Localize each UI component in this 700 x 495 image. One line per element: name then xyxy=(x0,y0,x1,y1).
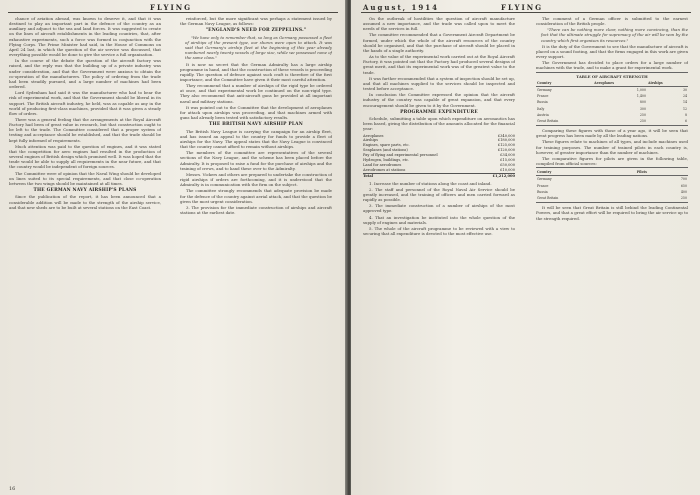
paragraph: It was pointed out to the Committee that the development of aeroplanes for attack upon airships was proceeding, and that machines armed with guns had already been tested with satisfactory results. xyxy=(180,104,332,121)
running-head: FLYING xyxy=(150,3,193,12)
paragraph: It is now no secret that the German Admiralty has a large airship programme in hand, and that the construction of these vessels is proceeding rapidly. The question of defence against such craft is therefore of the first importance, and the Committee have given it their most careful attention. xyxy=(180,61,332,82)
date-head: August, 1914 xyxy=(363,3,440,12)
table-cell: £15,000 xyxy=(500,158,515,163)
table-cell: Pay of flying and experimental personnel xyxy=(363,153,438,158)
paragraph: Lord Sydenham had said it was the manufacturer who had to bear the risk of experimental work, and that the Government should be liberal in its support. The British aircraft industry, he held, was as capable as any in the world of producing first-class machines, provided that it was given a steady flow of orders. xyxy=(9,90,161,116)
strength-table xyxy=(536,80,688,124)
table-cell: Total xyxy=(363,173,480,178)
table-cell: Airships xyxy=(363,138,378,143)
table-cell: £180,000 xyxy=(497,138,515,143)
paragraph: The committee strongly recommends that adequate provision be made for the defence of the country against aerial attack, and that the question be given the most urgent consideration. xyxy=(180,188,332,204)
paragraph: Comparing these figures with those of a year ago, it will be seen that great progress has been made by all the leading nations. xyxy=(536,128,688,139)
table-cell: Seaplanes (and stations) xyxy=(363,148,408,153)
paragraph: The Government has decided to place orders for a large number of machines with the trade, and to make a grant for experimental work. xyxy=(536,60,688,71)
table-total-row xyxy=(363,173,515,178)
expenditure-table xyxy=(363,134,515,179)
paragraph: 3. The provision for the immediate construction of airships and aircraft stations at the earliest date. xyxy=(180,204,332,215)
right-column-1 xyxy=(363,16,515,476)
table-cell: Aerodromes at stations xyxy=(363,167,406,172)
table-row xyxy=(536,86,688,93)
table-cell: £1,212,000 xyxy=(480,173,515,178)
table-cell: 250 xyxy=(680,196,687,201)
paragraph: reinforced, but the more significant was perhaps a statement issued by the German Navy League, as follows: xyxy=(180,16,332,27)
left-column-2 xyxy=(180,16,332,476)
table-header-row xyxy=(536,80,688,87)
column-header: Country xyxy=(536,80,593,87)
table-cell: 24 xyxy=(682,94,687,99)
paragraph: 3. The immediate construction of a number of airships of the most approved type. xyxy=(363,203,515,214)
paragraph: It will be seen that Great Britain is still behind the leading Continental Powers, and that a great effort will be required to bring the air service up to the strength required. xyxy=(536,205,688,221)
left-column-1 xyxy=(9,16,161,476)
paragraph: Since the publication of the report, it has been announced that a considerable addition will be made to the strength of the airship service, and that new sheds are to be built at several stations on the East Coast. xyxy=(9,194,161,210)
paragraph: As to the value of the experimental work carried out at the Royal Aircraft Factory, it was pointed out that the Factory had produced several designs of great merit, and that its experimental work was of the greatest value to the trade. xyxy=(363,54,515,75)
table-cell: Italy xyxy=(537,106,545,111)
table-cell: 6 xyxy=(684,118,687,123)
quotation: "We have only to remember that, so long as Germany possessed a fleet of airships of the present type, our shores were open to attack. It was said that Germany's airship fleet at the beginning of this year already numbered nearly twenty vessels of large size, while we possessed none of the same class." xyxy=(185,34,332,61)
paragraph: chance of aviation abroad, was known to deserve it, and that it was destined to play an important part in the defence of the country as an auxiliary and adjunct to the sea and land forces. It was suggested to create on the lines of aircraft establishments in the leading countries, that, after exhaustive experiments, such a force was formed in conjunction with the Flying Corps. The Prime Minister had said, in the House of Commons on April 24 last, in which the question of the air service was discussed, that everything possible would be done to give the service a full organisation. xyxy=(9,16,161,58)
paragraph: 5. The whole of the aircraft programme to be reviewed with a view to securing that all expenditure is devoted to the most effective use. xyxy=(363,225,515,237)
running-head: FLYING xyxy=(501,3,544,12)
table-cell: Great Britain xyxy=(537,118,559,123)
paragraph: Much attention was paid to the question of engines, and it was stated that the competition for aero engines had resulted in the production of several engines of British design which promised well. It was hoped that the trade would be able to supply all requirements in the near future, and that the country would be independent of foreign sources. xyxy=(9,143,161,170)
table-cell: 1,000 xyxy=(636,87,646,92)
paragraph: Schedule, submitting a table upon which expenditure on aeronautics has been based, giving the distribution of the amounts allocated for the financial year: xyxy=(363,116,515,132)
section-heading: THE BRITISH NAVY AIRSHIP PLAN xyxy=(209,122,303,128)
table-cell: Great Britain xyxy=(537,196,559,201)
table-cell: 8 xyxy=(684,112,687,117)
section-heading: THE GERMAN NAVY AIRSHIP'S PLANS xyxy=(33,188,137,193)
paragraph: The comment of a German officer is submitted to the earnest consideration of the British people. xyxy=(536,16,688,27)
column-header: Airships xyxy=(647,80,688,87)
table-cell: Russia xyxy=(537,100,548,105)
table-cell: 800 xyxy=(639,100,646,105)
table-cell: £10,000 xyxy=(500,167,515,172)
paragraph: In conclusion the Committee expressed the opinion that the aircraft industry of the country was capable of great expansion, and that every encouragement should be given to it by the Government. xyxy=(363,92,515,108)
table-cell: 1,400 xyxy=(636,94,646,99)
paragraph: 4. That an investigation be instituted into the whole question of the supply of engines and materials. xyxy=(363,214,515,225)
paragraph: The committee recommended that a Government Aircraft Department be formed, under which the whole of the aircraft resources of the country should be organised, and that the purchase of aircraft should be placed in the hands of a single authority. xyxy=(363,32,515,53)
paragraph: 2. The staff and personnel of the Royal Naval Air Service should be greatly increased, and the training of officers and men carried forward as rapidly as possible. xyxy=(363,186,515,203)
header-rule xyxy=(8,12,338,13)
table-cell: 14 xyxy=(682,100,687,105)
table-cell: Russia xyxy=(537,189,548,194)
strength-table-box xyxy=(536,72,688,127)
table-cell: 400 xyxy=(680,189,687,194)
quotation: "There can be nothing more clear, nothing more convincing, than the fact that the ultimate struggle for supremacy of the air will be won by the country which first organises its resources." xyxy=(541,27,688,43)
table-cell: 250 xyxy=(639,118,646,123)
table-cell: Germany xyxy=(537,177,552,182)
right-page xyxy=(351,0,700,495)
paragraph: Messrs. Vickers and others are prepared to undertake the construction of rigid airships if orders are forthcoming, and it is understood that the Admiralty is in communication with the firm on the subject. xyxy=(180,171,332,188)
column-header: Pilots xyxy=(636,169,688,176)
table-cell: £34,000 xyxy=(500,153,515,158)
table-title: TABLE OF AIRCRAFT STRENGTH xyxy=(576,73,648,79)
table-cell: France xyxy=(537,94,549,99)
paragraph: The comparative figures for pilots are given in the following table, compiled from official sources: xyxy=(536,155,688,167)
header-rule xyxy=(361,12,691,13)
paragraph: It is the duty of the Government to see that the manufacture of aircraft is placed on a sound footing, and that the firms engaged in this work are given every support. xyxy=(536,43,688,60)
table-cell: Land for aerodromes xyxy=(363,162,402,167)
paragraph: 1. Increase the number of stations along the coast and inland. xyxy=(369,180,492,186)
paragraph: The members of the committee are representatives of the several sections of the Navy League, and the scheme has been placed before the Admiralty. It is proposed to raise a fund for the purchase of airships and the training of crews, and to hand these over to the Admiralty. xyxy=(180,150,332,171)
paragraph: The British Navy League is carrying the campaign for an airship fleet, and has issued an appeal to the country for funds to provide a fleet of airships for the Navy. The appeal states that the Navy League is convinced that the country cannot afford to remain without airships. xyxy=(180,128,332,150)
paragraph: These figures relate to machines of all types, and include machines used for training purposes. The number of trained pilots in each country is, however, of greater importance than the number of machines. xyxy=(536,139,688,155)
table-cell: 700 xyxy=(680,177,687,182)
left-page xyxy=(0,0,347,495)
section-heading: "ENGLAND'S NEED FOR ZEPPELINS." xyxy=(205,28,307,34)
table-cell: Engines, spare parts, etc. xyxy=(363,143,410,148)
table-header-row xyxy=(536,169,688,176)
section-heading: PROGRAMME EXPENDITURE xyxy=(400,109,478,115)
right-column-2 xyxy=(536,16,688,476)
pilot-table-box xyxy=(536,167,688,203)
table-cell: £50,000 xyxy=(500,162,515,167)
paragraph: In the course of the debate the question of the aircraft factory was raised, and the reply was that the building up of a private industry was under consideration, and that the Government were anxious to obtain the co-operation of the manufacturers. The policy of ordering from the trade had been steadily pursued, and a large number of machines had been ordered. xyxy=(9,58,161,90)
table-cell: 30 xyxy=(682,87,687,92)
column-header: Country xyxy=(536,169,636,176)
table-cell: Hydrogen, buildings, etc. xyxy=(363,158,410,163)
table-row xyxy=(536,176,688,183)
table-cell: France xyxy=(537,183,549,188)
table-cell: Aeroplanes xyxy=(363,133,384,138)
table-cell: £340,000 xyxy=(497,133,515,138)
paragraph: It was further recommended that a system of inspection should be set up, and that all machines supplied to the services should be inspected and tested before acceptance. xyxy=(363,75,515,92)
table-cell: 300 xyxy=(639,106,646,111)
table-cell: 250 xyxy=(639,112,646,117)
table-cell: £125,000 xyxy=(497,143,515,148)
paragraph: There was a general feeling that the arrangements at the Royal Aircraft Factory had been of great value in research, but that construction ought to be left to the trade. The Committee considered that a proper system of testing and acceptance should be established, and that the trade should be kept fully informed of requirements. xyxy=(9,116,161,143)
table-row xyxy=(536,118,688,124)
table-cell: £120,000 xyxy=(497,148,515,153)
table-cell: Germany xyxy=(537,87,552,92)
table-cell: 650 xyxy=(680,183,687,188)
paragraph: They recommend that a number of airships of the rigid type be ordered at once, and that experimental work be continued on the non-rigid type. They also recommend that anti-aircraft guns be provided at all important naval and military stations. xyxy=(180,83,332,104)
table-row xyxy=(536,195,688,201)
paragraph: On the outbreak of hostilities the question of aircraft manufacture assumed a new importance, and the trade was called upon to meet the needs of the services in full. xyxy=(363,16,515,32)
paragraph: The Committee were of opinion that the Naval Wing should be developed on lines suited to its special requirements, and that close co-operation between the two wings should be maintained at all times. xyxy=(9,170,161,186)
table-cell: Austria xyxy=(537,112,549,117)
page-number: 16 xyxy=(9,486,16,492)
column-header: Aeroplanes xyxy=(593,80,647,87)
table-cell: 12 xyxy=(682,106,687,111)
pilot-table xyxy=(536,169,688,201)
